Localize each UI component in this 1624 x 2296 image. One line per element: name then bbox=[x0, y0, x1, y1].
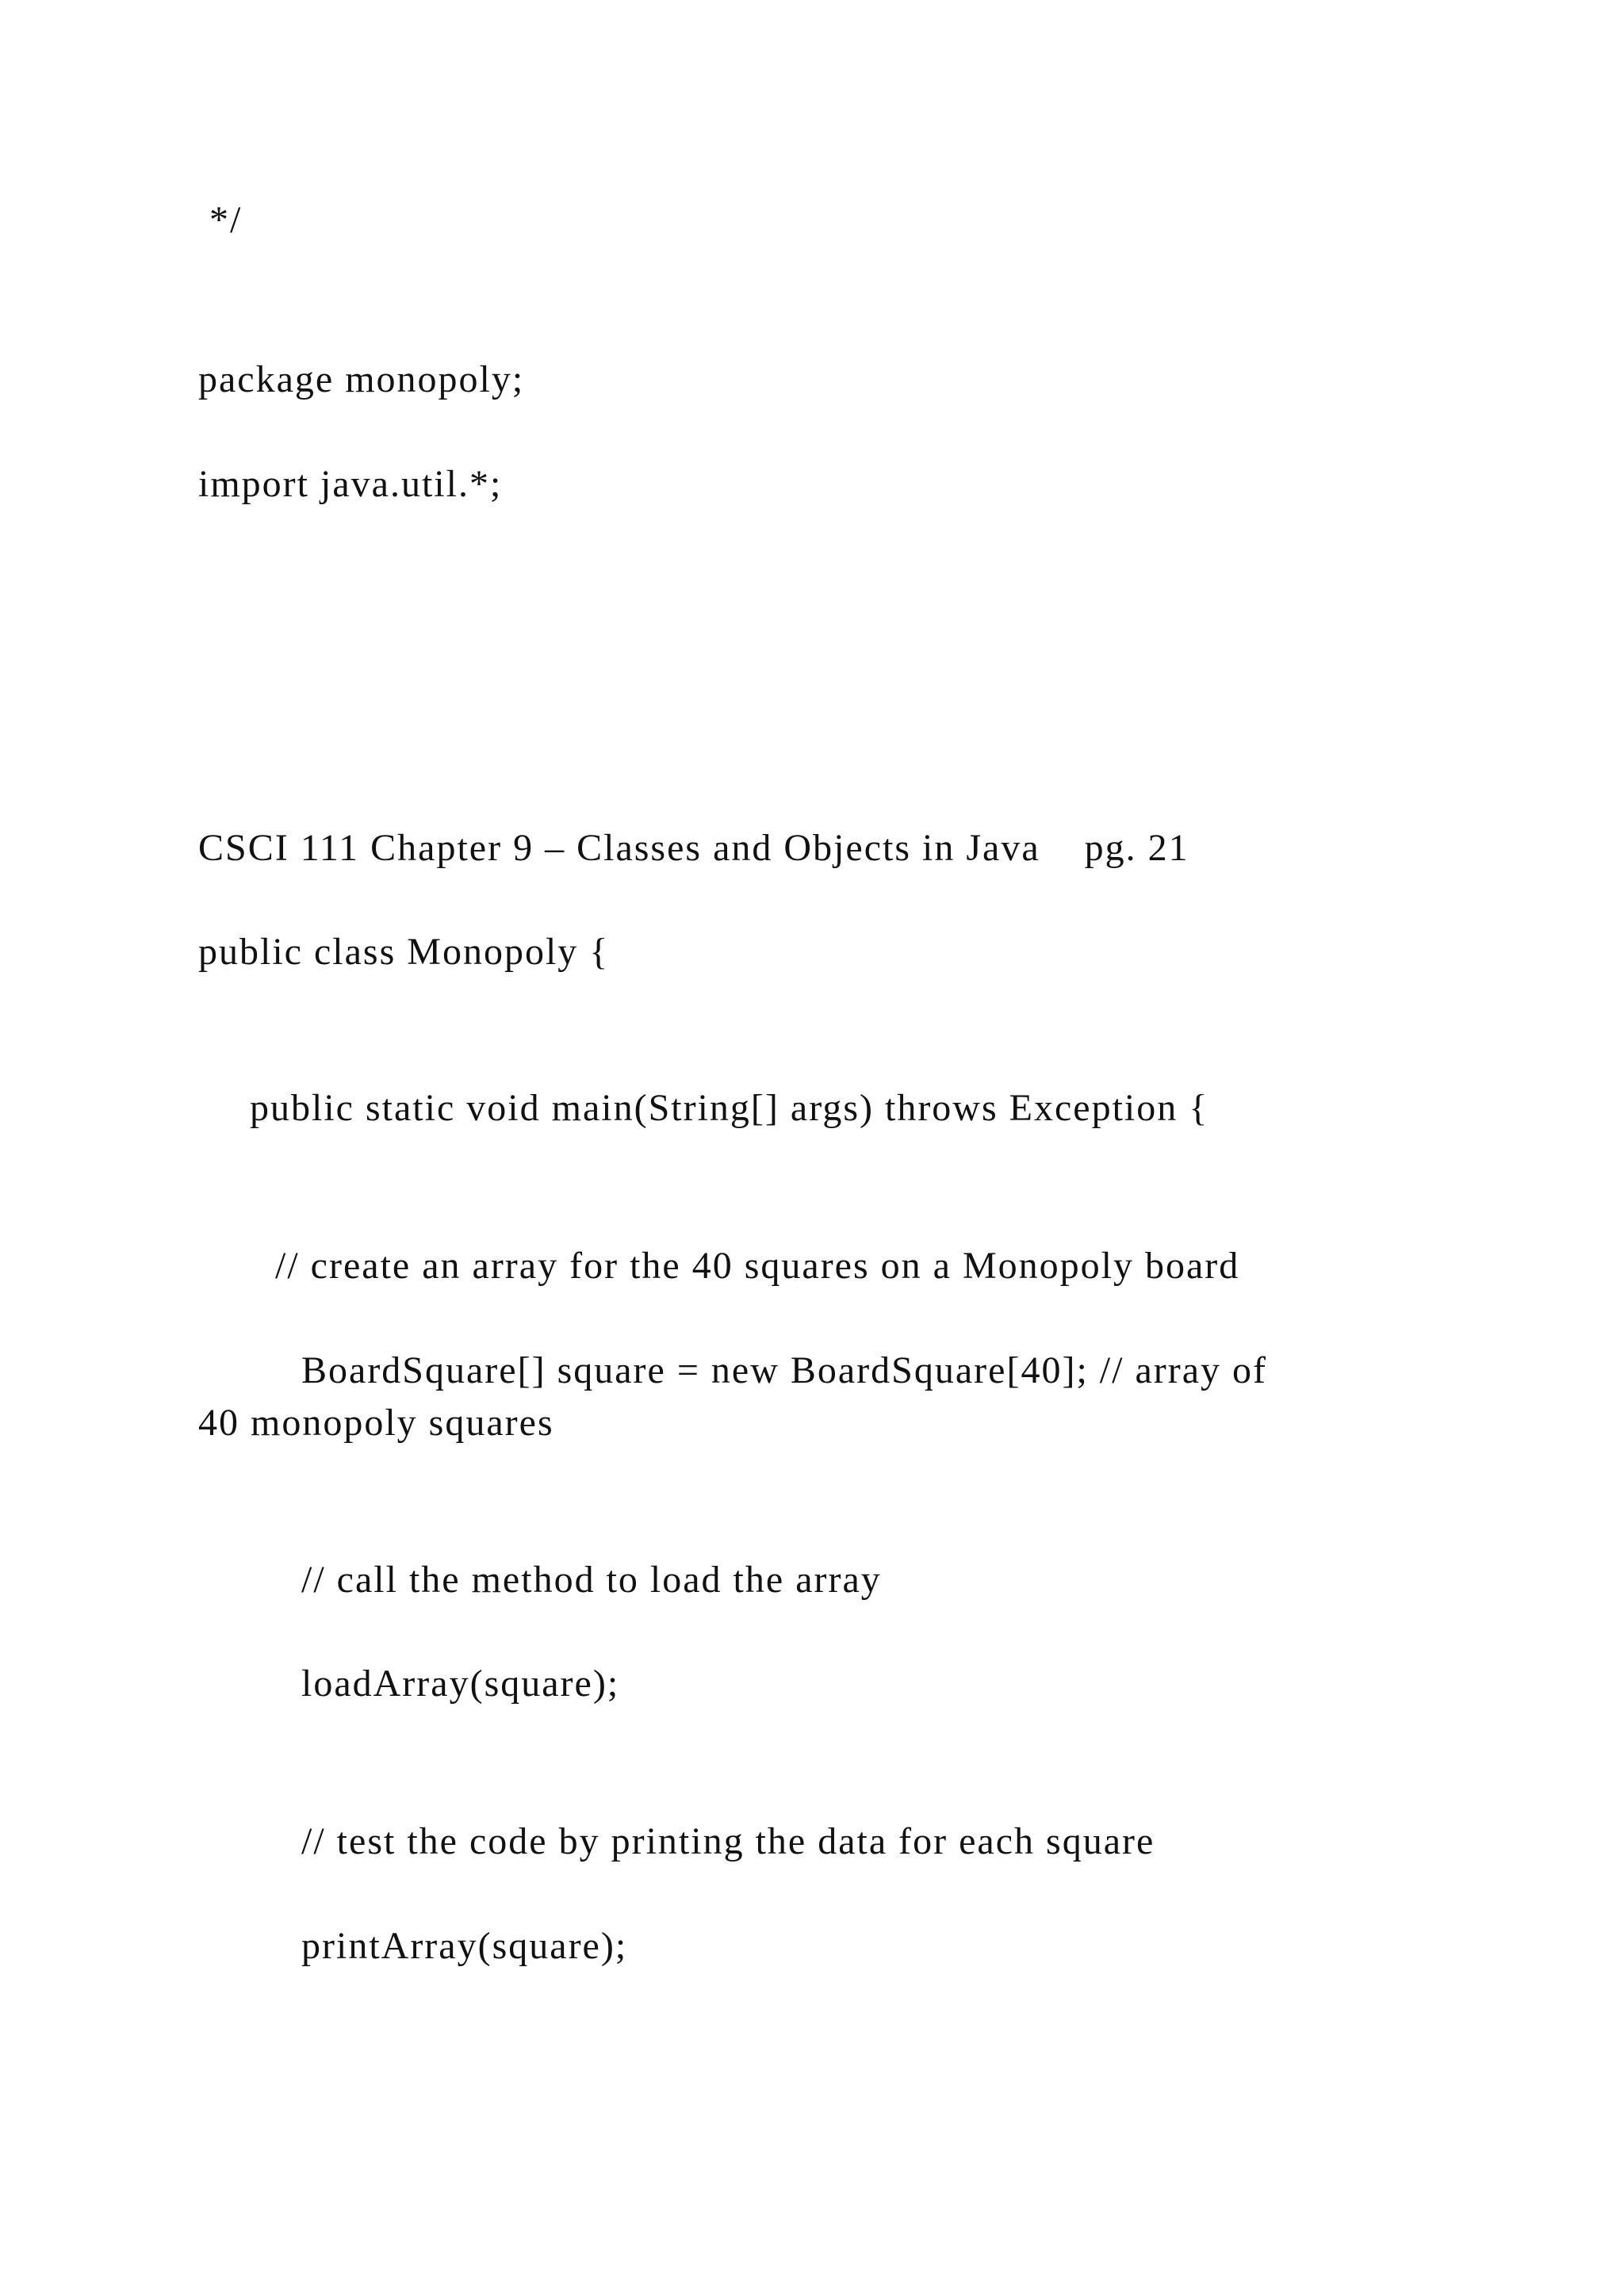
array-declaration-line-2: 40 monopoly squares bbox=[198, 1402, 554, 1444]
print-comment: // test the code by printing the data for each square bbox=[301, 1820, 1155, 1862]
load-comment: // call the method to load the array bbox=[301, 1559, 882, 1601]
class-declaration: public class Monopoly { bbox=[198, 931, 610, 973]
package-declaration: package monopoly; bbox=[198, 358, 525, 400]
array-declaration-line-1: BoardSquare[] square = new BoardSquare[40]; // array of bbox=[301, 1349, 1268, 1391]
running-header: CSCI 111 Chapter 9 – Classes and Objects in Java pg. 21 bbox=[198, 827, 1189, 869]
array-comment: // create an array for the 40 squares on a Monopoly board bbox=[275, 1245, 1240, 1287]
print-array-call: printArray(square); bbox=[301, 1925, 628, 1967]
comment-end-line: */ bbox=[198, 199, 243, 241]
import-statement: import java.util.*; bbox=[198, 463, 503, 505]
main-method-declaration: public static void main(String[] args) throws Exception { bbox=[250, 1087, 1209, 1129]
load-array-call: loadArray(square); bbox=[301, 1663, 620, 1705]
